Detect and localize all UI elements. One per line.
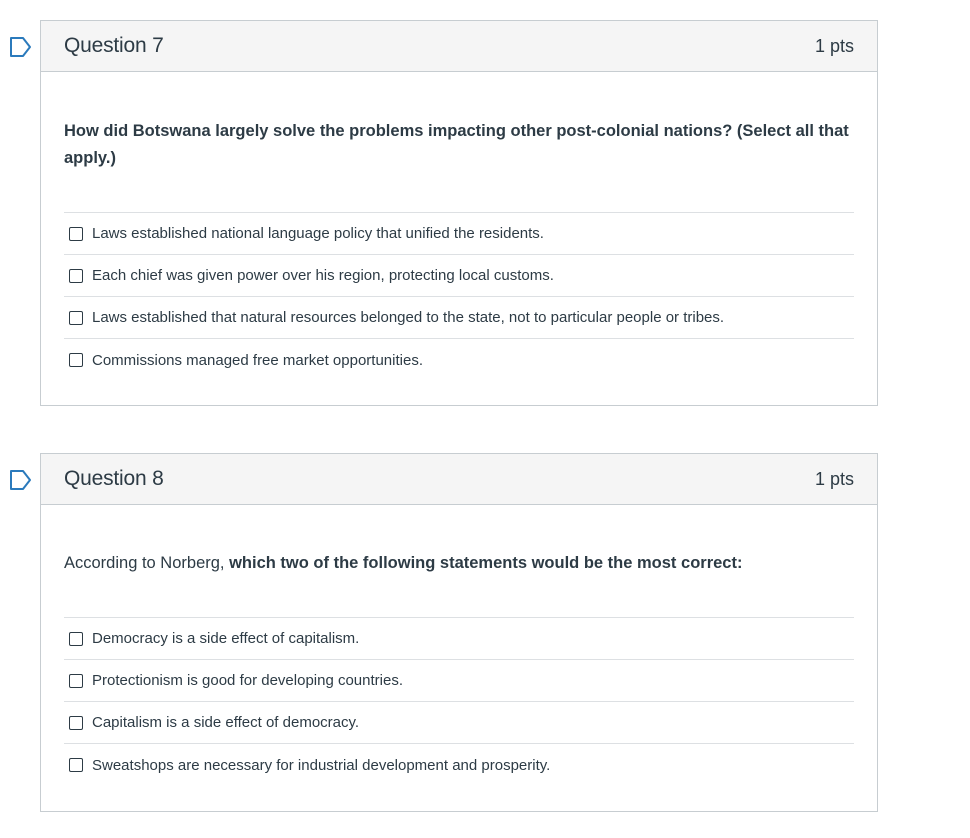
- answer-option[interactable]: [64, 255, 854, 297]
- answer-list: [64, 212, 854, 381]
- checkbox-unchecked-icon[interactable]: [69, 716, 83, 730]
- question-body: [41, 118, 877, 381]
- answer-option[interactable]: [64, 702, 854, 744]
- checkbox-unchecked-icon[interactable]: [69, 758, 83, 772]
- answer-label[interactable]: Sweatshops are necessary for industrial development and prosperity.: [92, 756, 551, 774]
- answer-label[interactable]: Democracy is a side effect of capitalism.: [92, 630, 360, 647]
- checkbox-unchecked-icon[interactable]: [69, 632, 83, 646]
- question-body: [41, 550, 877, 786]
- answer-option[interactable]: [64, 744, 854, 786]
- answer-list: [64, 617, 854, 786]
- answer-label[interactable]: Capitalism is a side effect of democracy.: [92, 714, 360, 731]
- bookmark-flag-icon[interactable]: [9, 469, 33, 491]
- answer-label[interactable]: Protectionism is good for developing countries.: [92, 672, 404, 689]
- question-text-plain: According to Norberg,: [64, 554, 230, 572]
- checkbox-unchecked-icon[interactable]: [69, 269, 83, 283]
- question-text-bold: How did Botswana largely solve the problems impacting other post-colonial nations? (Select all that apply.): [64, 122, 849, 167]
- answer-option[interactable]: [64, 618, 854, 660]
- question-8: [40, 453, 878, 812]
- answer-label[interactable]: Laws established national language policy that unified the residents.: [92, 225, 544, 242]
- checkbox-unchecked-icon[interactable]: [69, 311, 83, 325]
- question-text: [64, 118, 854, 172]
- question-text-bold: which two of the following statements would be the most correct:: [229, 554, 743, 572]
- checkbox-unchecked-icon[interactable]: [69, 227, 83, 241]
- question-title: Question 7: [64, 34, 164, 57]
- answer-option[interactable]: [64, 213, 854, 255]
- checkbox-unchecked-icon[interactable]: [69, 674, 83, 688]
- answer-option[interactable]: [64, 339, 854, 381]
- question-7: [40, 20, 878, 406]
- question-points: 1 pts: [814, 35, 854, 56]
- answer-label[interactable]: Each chief was given power over his region, protecting local customs.: [92, 267, 554, 284]
- question-header: [41, 454, 877, 505]
- answer-option[interactable]: [64, 660, 854, 702]
- question-header: [41, 21, 877, 72]
- question-points: 1 pts: [814, 468, 854, 489]
- checkbox-unchecked-icon[interactable]: [69, 353, 83, 367]
- answer-label[interactable]: Laws established that natural resources belonged to the state, not to particular people or tribes.: [92, 309, 725, 326]
- answer-label[interactable]: Commissions managed free market opportunities.: [92, 351, 423, 369]
- answer-option[interactable]: [64, 297, 854, 339]
- question-title: Question 8: [64, 467, 164, 490]
- bookmark-flag-icon[interactable]: [9, 36, 33, 58]
- question-text: [64, 550, 854, 577]
